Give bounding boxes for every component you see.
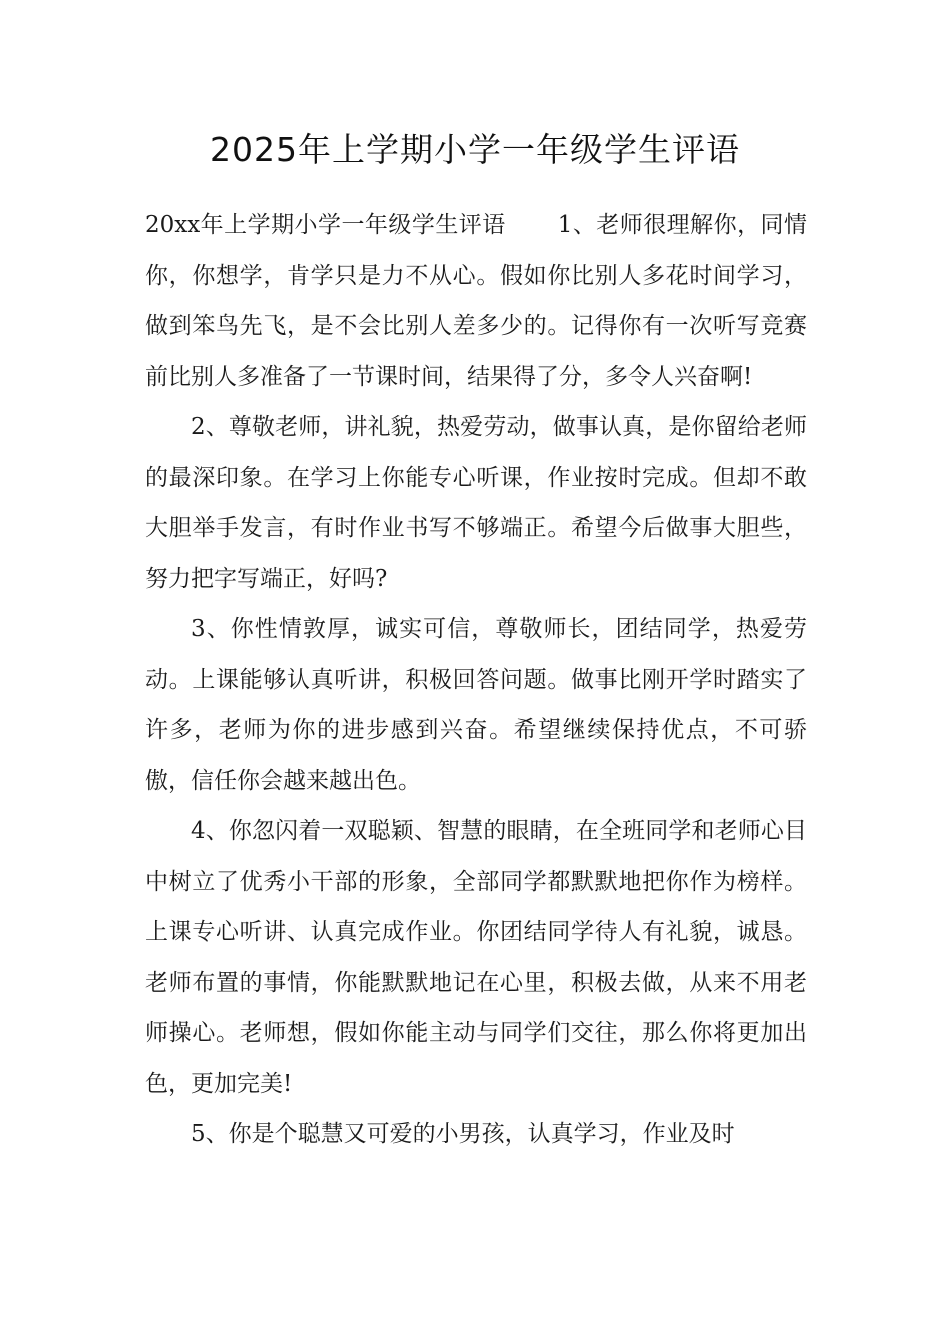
intro-heading: 20xx年上学期小学一年级学生评语 [145, 212, 506, 238]
paragraph-2: 2、尊敬老师，讲礼貌，热爱劳动，做事认真，是你留给老师的最深印象。在学习上你能专心听课，作业按时完成。但却不敢大胆举手发言，有时作业书写不够端正。希望今后做事大胆些，努力把字写端正，好吗? [145, 414, 807, 592]
paragraph-5: 5、你是个聪慧又可爱的小男孩，认真学习，作业及时 [191, 1121, 735, 1147]
document-body [145, 200, 807, 1160]
paragraph-4: 4、你忽闪着一双聪颖、智慧的眼睛，在全班同学和老师心目中树立了优秀小干部的形象，全部同学都默默地把你作为榜样。上课专心听讲、认真完成作业。你团结同学待人有礼貌，诚恳。老师布置的事情，你能默默地记在心里，积极去做，从来不用老师操心。老师想，假如你能主动与同学们交往，那么你将更加出色，更加完美! [145, 818, 807, 1097]
paragraph-text: 1、老师很理解你，同情你，你想学，肯学只是力不从心。假如你比别人多花时间学习，做到笨鸟先飞，是不会比别人差多少的。记得你有一次听写竞赛前比别人多准备了一节课时间，结果得了分，多令人兴奋啊! [145, 212, 807, 390]
paragraph-1 [145, 200, 807, 402]
document-title: 2025年上学期小学一年级学生评语 [210, 130, 740, 169]
paragraph-3: 3、你性情敦厚，诚实可信，尊敬师长，团结同学，热爱劳动。上课能够认真听讲，积极回答问题。做事比刚开学时踏实了许多，老师为你的进步感到兴奋。希望继续保持优点，不可骄傲，信任你会越来越出色。 [145, 616, 807, 794]
